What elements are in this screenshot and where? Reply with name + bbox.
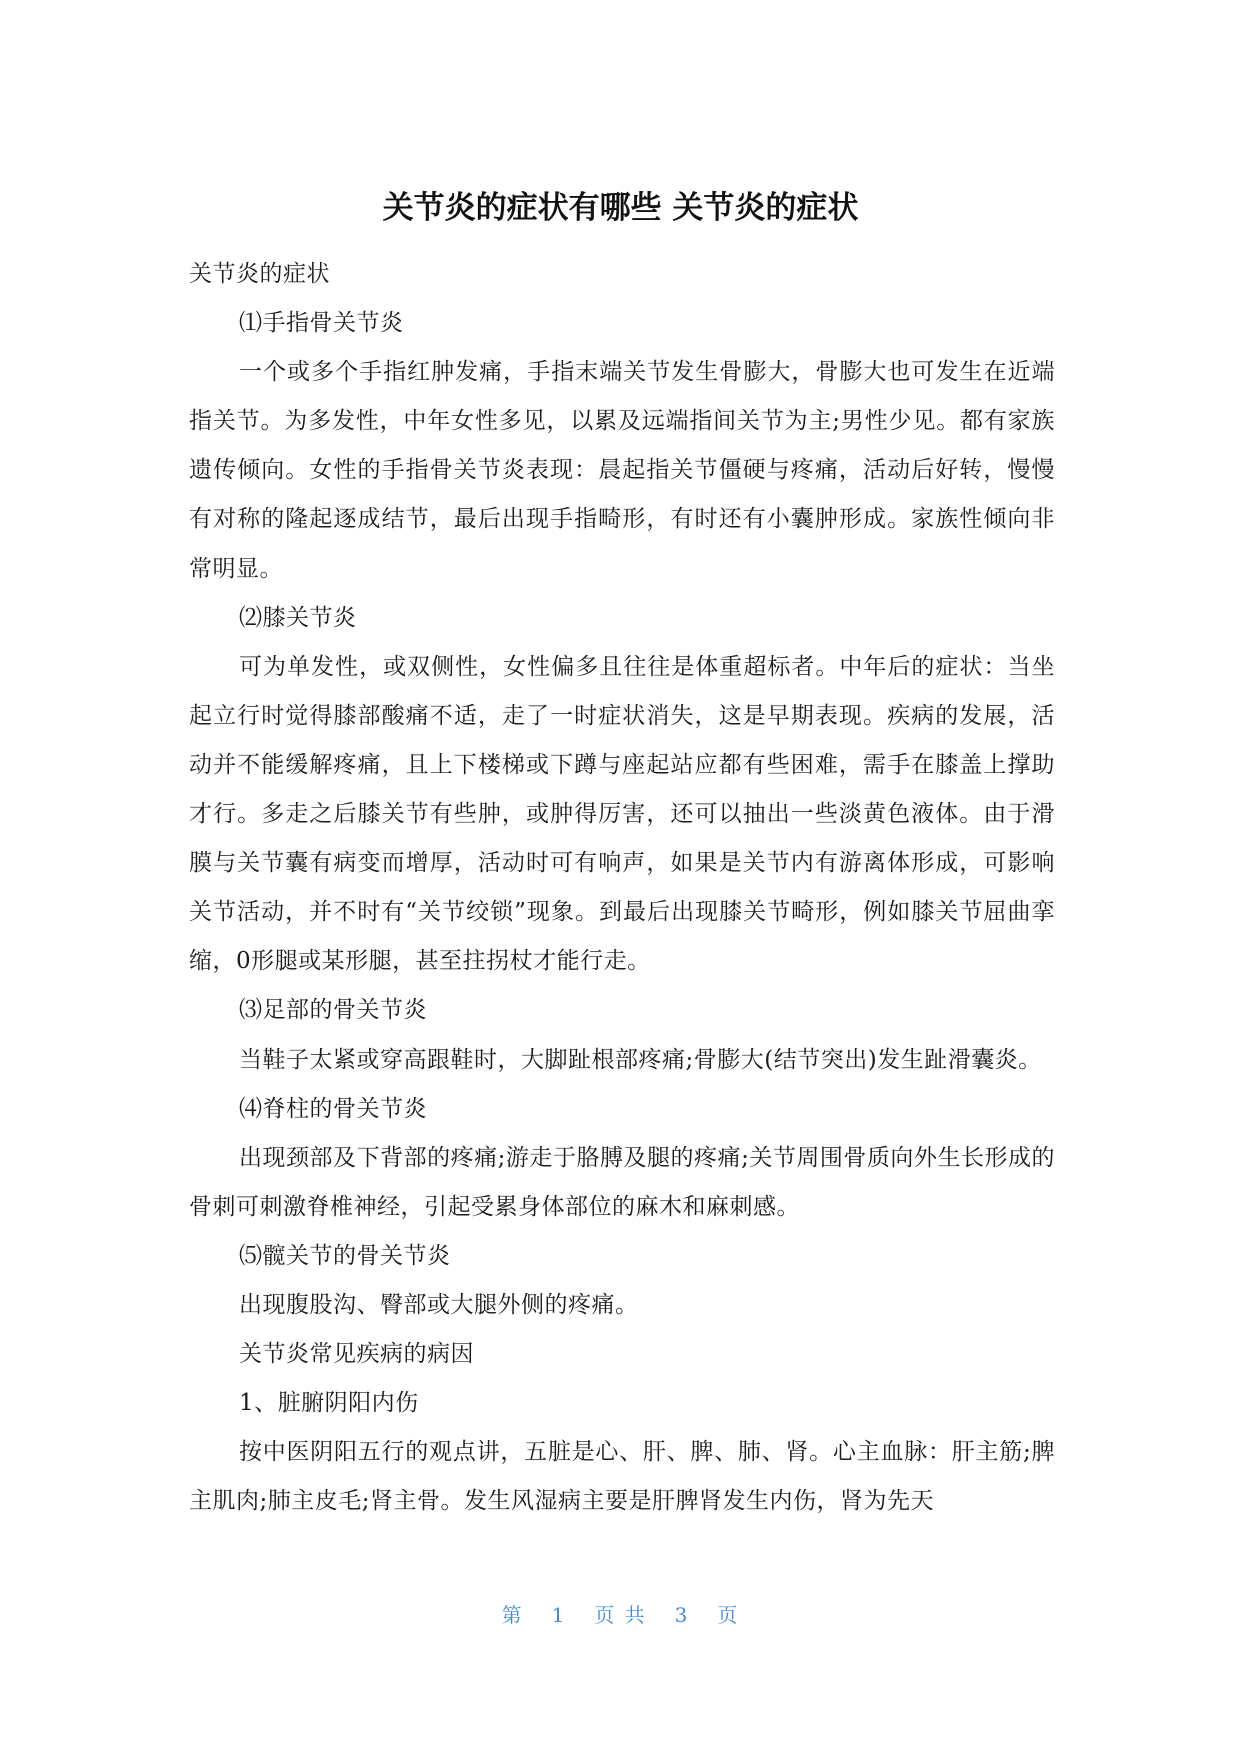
paragraph: ⑵膝关节炎 <box>239 604 357 631</box>
current-page-number: 1 <box>551 1603 567 1627</box>
paragraph: ⑴手指骨关节炎 <box>239 310 404 337</box>
page-label-middle: 页 共 <box>594 1603 647 1627</box>
total-pages-number: 3 <box>674 1603 690 1627</box>
paragraph: 按中医阴阳五行的观点讲，五脏是心、肝、脾、肺、肾。心主血脉：肝主筋;脾主肌肉;肺主皮毛;肾主骨。发生风湿病主要是肝脾肾发生内伤，肾为先天 <box>189 1439 1055 1515</box>
paragraph: 出现腹股沟、臀部或大腿外侧的疼痛。 <box>239 1291 639 1318</box>
paragraph: ⑷脊柱的骨关节炎 <box>239 1095 427 1122</box>
paragraph: 关节炎的症状 <box>189 261 330 287</box>
document-title: 关节炎的症状有哪些 关节炎的症状 <box>382 190 859 226</box>
paragraph: 关节炎常见疾病的病因 <box>239 1341 474 1368</box>
paragraph: ⑸髋关节的骨关节炎 <box>239 1242 451 1269</box>
paragraph: 当鞋子太紧或穿高跟鞋时，大脚趾根部疼痛;骨膨大(结节突出)发生趾滑囊炎。 <box>239 1046 1042 1073</box>
paragraph: ⑶足部的骨关节炎 <box>239 997 427 1024</box>
page-footer <box>0 1600 1241 1630</box>
page-label-prefix: 第 <box>501 1603 524 1627</box>
paragraph: 一个或多个手指红肿发痛，手指末端关节发生骨膨大，骨膨大也可发生在近端指关节。为多发性，中年女性多见，以累及远端指间关节为主;男性少见。都有家族遗传倾向。女性的手指骨关节炎表现：晨起指关节僵硬与疼痛，活动后好转，慢慢有对称的隆起逐成结节，最后出现手指畸形，有时还有小囊肿形成。家族性倾向非常明显。 <box>189 359 1055 582</box>
paragraph: 出现颈部及下背部的疼痛;游走于胳膊及腿的疼痛;关节周围骨质向外生长形成的骨刺可刺激脊椎神经，引起受累身体部位的麻木和麻刺感。 <box>189 1144 1055 1220</box>
paragraph: 可为单发性，或双侧性，女性偏多且往往是体重超标者。中年后的症状：当坐起立行时觉得膝部酸痛不适，走了一时症状消失，这是早期表现。疾病的发展，活动并不能缓解疼痛，且上下楼梯或下蹲与座起站应都有些困难，需手在膝盖上撑助才行。多走之后膝关节有些肿，或肿得厉害，还可以抽出一些淡黄色液体。由于滑膜与关节囊有病变而增厚，活动时可有响声，如果是关节内有游离体形成，可影响关节活动，并不时有“关节绞锁”现象。到最后出现膝关节畸形，例如膝关节屈曲挛缩，0形腿或某形腿，甚至拄拐杖才能行走。 <box>189 653 1055 975</box>
page-label-suffix: 页 <box>717 1603 740 1627</box>
paragraph: 1、脏腑阴阳内伤 <box>239 1390 419 1417</box>
document-body <box>189 250 1055 1526</box>
